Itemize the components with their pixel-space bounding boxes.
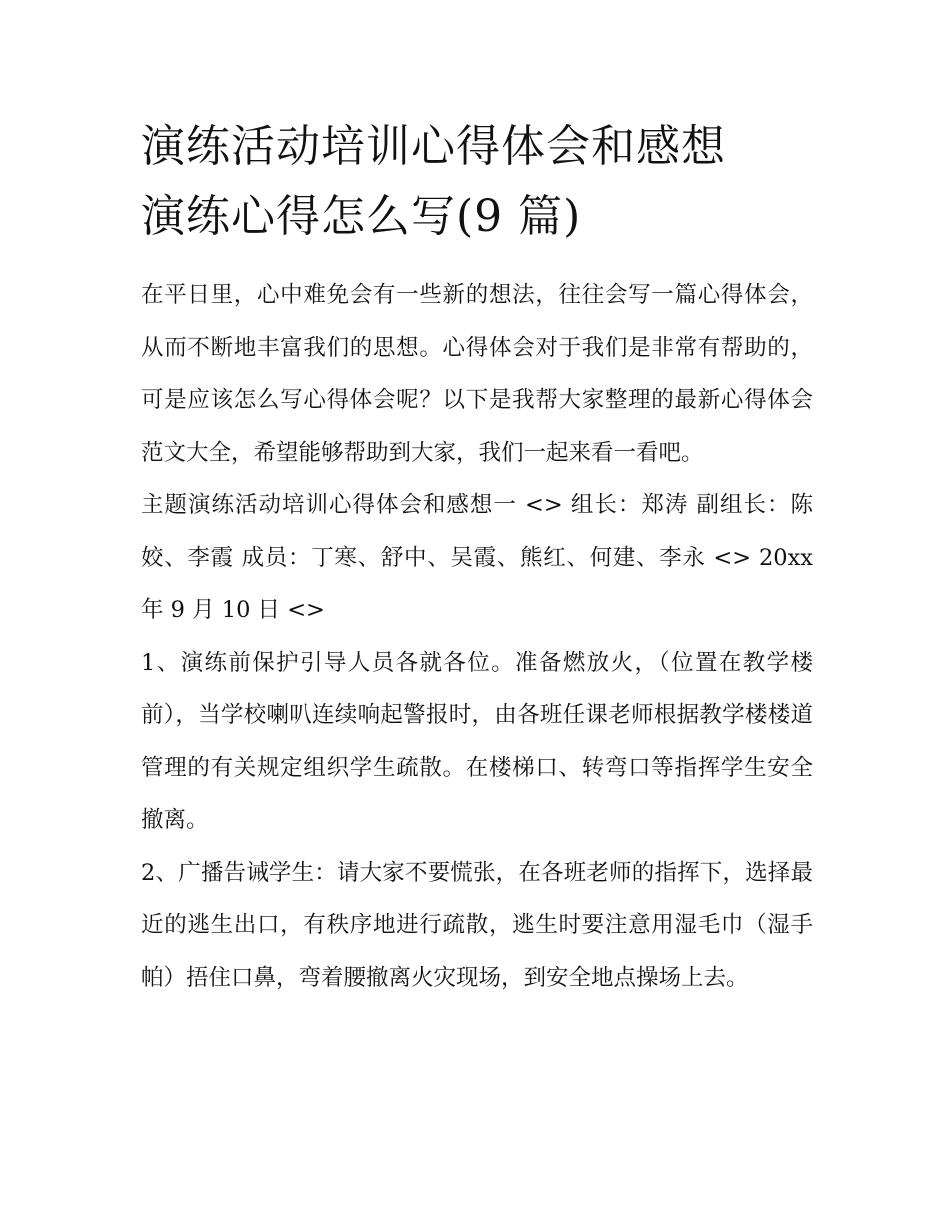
intro-paragraph: 在平日里，心中难免会有一些新的想法，往往会写一篇心得体会，从而不断地丰富我们的思想。心得体会对于我们是非常有帮助的，可是应该怎么写心得体会呢？以下是我帮大家整理的最新心得体会范文大全，希望能够帮助到大家，我们一起来看一看吧。 <box>141 282 813 466</box>
title-line-2: 演练心得怎么写(9 篇) <box>141 191 582 242</box>
team-info-paragraph: 主题演练活动培训心得体会和感想一 <> 组长：郑涛 副组长：陈姣、李霞 成员：丁寒、舒中、吴霞、熊红、何建、李永 <> 20xx 年 9 月 10 日 <> <box>141 492 813 623</box>
document-title <box>141 112 813 252</box>
document-body <box>141 112 813 1004</box>
step-1-paragraph: 1、演练前保护引导人员各就各位。准备燃放火，（位置在教学楼前），当学校喇叭连续响起警报时，由各班任课老师根据教学楼楼道管理的有关规定组织学生疏散。在楼梯口、转弯口等指挥学生安全撤离。 <box>141 649 813 833</box>
step-2-paragraph: 2、广播告诫学生：请大家不要慌张，在各班老师的指挥下，选择最近的逃生出口，有秩序地进行疏散，逃生时要注意用湿毛巾（湿手帕）捂住口鼻，弯着腰撤离火灾现场，到安全地点操场上去。 <box>141 859 813 991</box>
title-line-1: 演练活动培训心得体会和感想 <box>141 121 726 172</box>
